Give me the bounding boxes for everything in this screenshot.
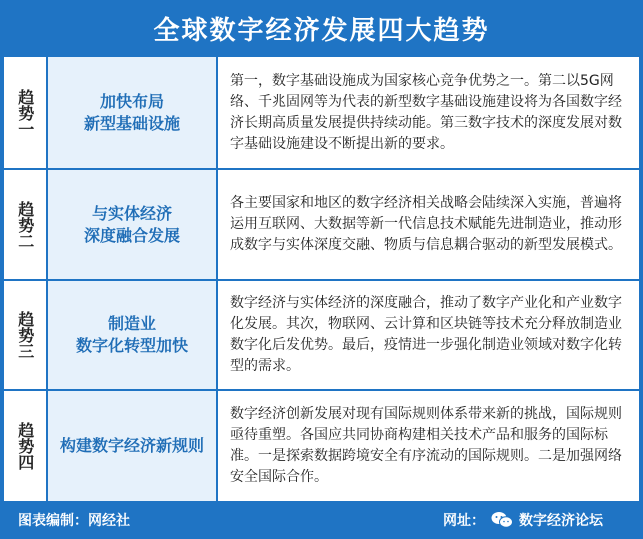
table-row	[4, 57, 639, 170]
trend-label: 趋势二	[15, 200, 35, 249]
trend-label-cell	[4, 170, 48, 279]
trend-description: 各主要国家和地区的数字经济相关战略会陆续深入实施，普遍将运用互联网、大数据等新一代信息技术赋能先进制造业，推动形成数字与实体深度交融、物质与信息耦合驱动的新型发展模式。	[230, 195, 622, 253]
trend-description: 数字经济与实体经济的深度融合，推动了数字产业化和产业数字化发展。其次，物联网、云计算和区块链等技术充分释放制造业数字化后发优势。最后，疫情进一步强化制造业领域对数字化转型的需求。	[230, 295, 622, 374]
trend-name: 与实体经济 深度融合发展	[83, 203, 180, 245]
footer	[0, 501, 643, 539]
footer-credit: 图表编制：网经社	[18, 513, 130, 529]
trend-description: 数字经济创新发展对现有国际规则体系带来新的挑战，国际规则亟待重塑。各国应共同协商构建相关技术产品和服务的国际标准。一是探索数据跨境安全有序流动的国际规则。二是加强网络安全国际合作。	[230, 406, 622, 485]
trend-name: 构建数字经济新规则	[59, 436, 204, 455]
footer-source	[443, 510, 603, 530]
trend-label: 趋势三	[15, 311, 35, 359]
trend-desc-cell	[218, 281, 639, 389]
table-row	[4, 391, 639, 501]
trend-name-cell	[48, 391, 218, 501]
trend-label-cell	[4, 57, 48, 168]
trend-name-cell	[48, 57, 218, 168]
footer-account-name: 数字经济论坛	[519, 513, 603, 529]
footer-url-label: 网址：	[443, 513, 485, 529]
trend-desc-cell	[218, 170, 639, 279]
table-row	[4, 170, 639, 281]
trend-label: 趋势一	[15, 88, 35, 137]
trend-label-cell	[4, 391, 48, 501]
table-row	[4, 281, 639, 391]
trend-label-cell	[4, 281, 48, 389]
trend-name: 加快布局 新型基础设施	[83, 91, 180, 133]
trend-description: 第一，数字基础设施成为国家核心竞争优势之一。第二以5G网络、千兆固网等为代表的新型数字基础设施建设将为各国数字经济长期高质量发展提供持续动能。第三数字技术的深度发展对数字基础设施建设不断提出新的要求。	[230, 72, 622, 152]
trend-name-cell	[48, 281, 218, 389]
trend-name: 制造业 数字化转型加快	[75, 314, 188, 355]
trend-name-cell	[48, 170, 218, 279]
trend-table	[4, 57, 639, 501]
page-title: 全球数字经济发展四大趋势	[153, 15, 490, 46]
wechat-icon	[491, 511, 513, 529]
trend-desc-cell	[218, 57, 639, 168]
trend-label: 趋势四	[15, 422, 35, 470]
trend-desc-cell	[218, 391, 639, 501]
